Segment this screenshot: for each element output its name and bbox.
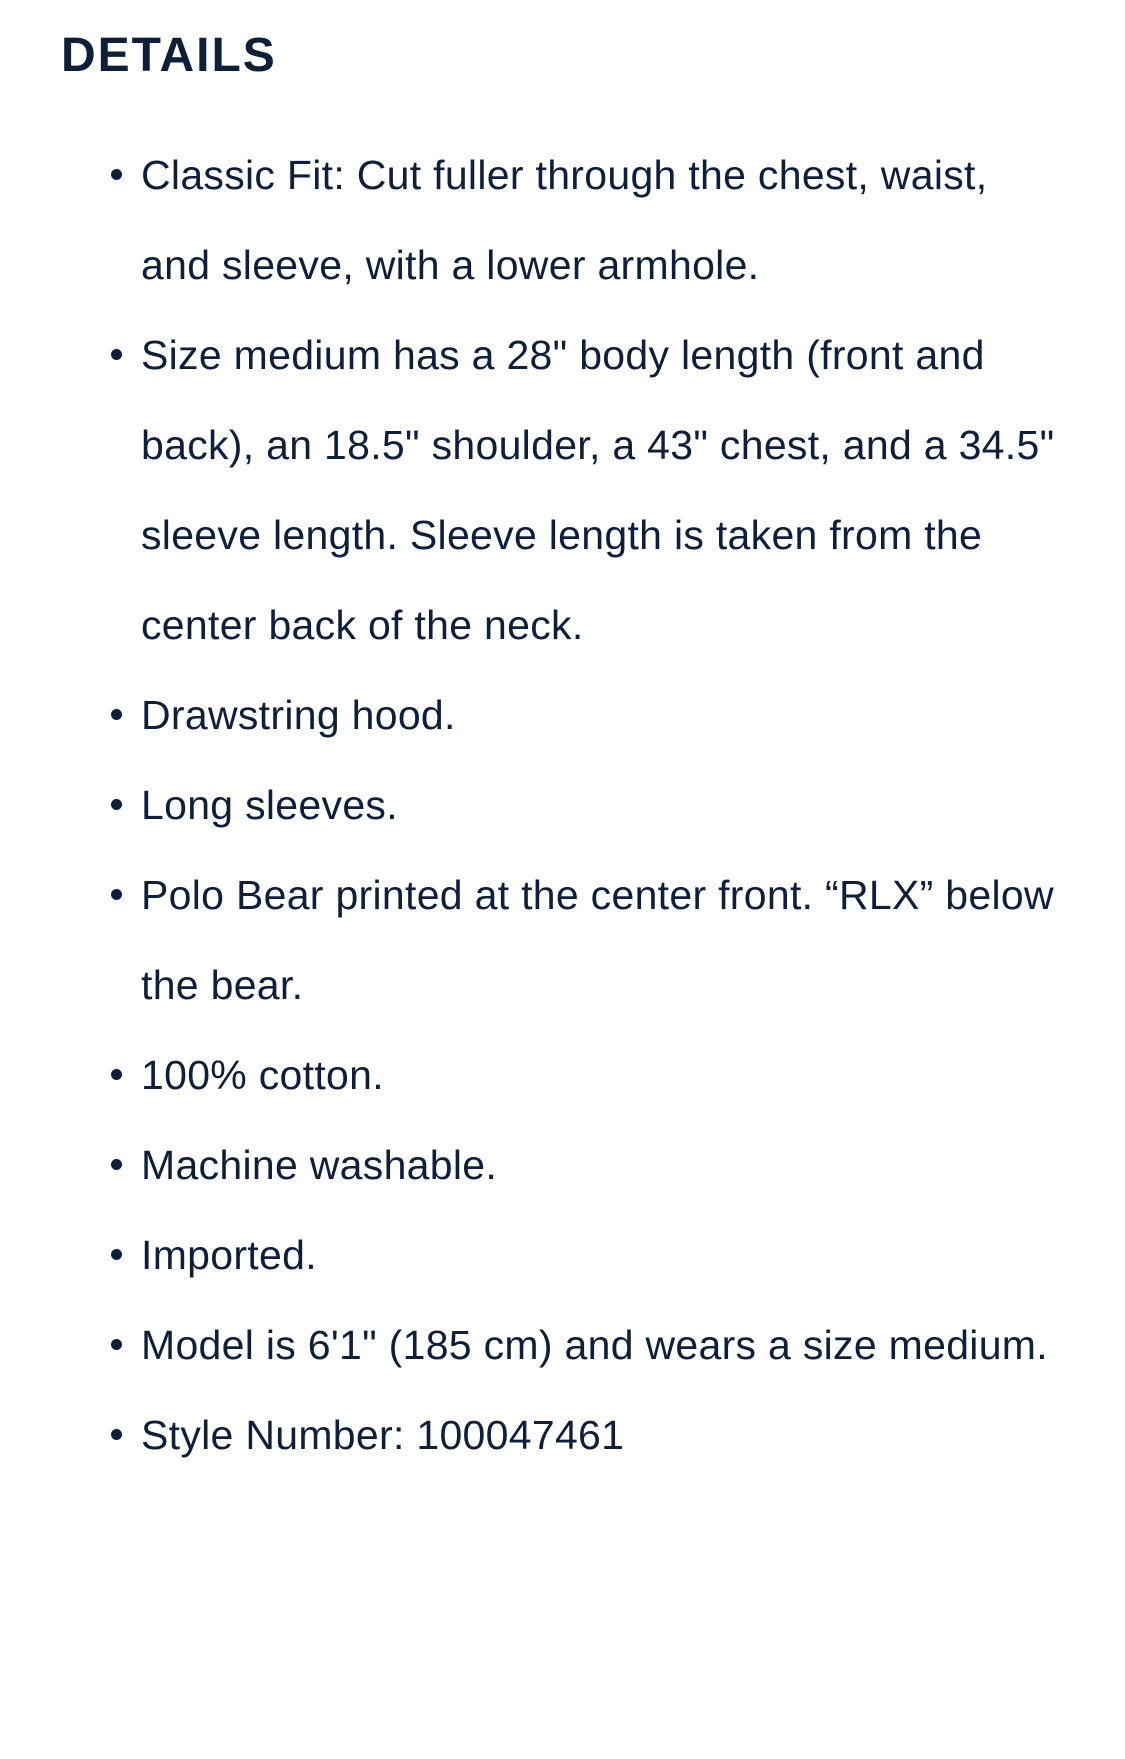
bullet-icon: [111, 1339, 122, 1350]
details-item-material: [141, 1030, 1061, 1120]
details-item-model: [141, 1300, 1061, 1390]
bullet-icon: [111, 799, 122, 810]
bullet-icon: [111, 1429, 122, 1440]
details-item-text: Size medium has a 28" body length (front and back), an 18.5" shoulder, a 43" chest, and a 34.5" sleeve length. Sleeve length is taken from the center back of the neck.: [141, 332, 1055, 648]
details-item-text: Long sleeves.: [141, 782, 398, 828]
details-item-text: Drawstring hood.: [141, 692, 456, 738]
bullet-icon: [111, 1069, 122, 1080]
details-item-fit: [141, 130, 1061, 310]
details-list: [141, 130, 1061, 1480]
bullet-icon: [111, 1159, 122, 1170]
details-item-text: Model is 6'1" (185 cm) and wears a size medium.: [141, 1322, 1048, 1368]
details-section: [61, 26, 1081, 1458]
details-item-origin: [141, 1210, 1061, 1300]
details-item-text: Machine washable.: [141, 1142, 498, 1188]
bullet-icon: [111, 889, 122, 900]
details-item-text: 100% cotton.: [141, 1052, 384, 1098]
bullet-icon: [111, 349, 122, 360]
details-item-text: Style Number: 100047461: [141, 1412, 625, 1458]
details-item-size: [141, 310, 1061, 670]
bullet-icon: [111, 709, 122, 720]
details-item-text: Polo Bear printed at the center front. “RLX” below the bear.: [141, 872, 1054, 1008]
details-item-style-number: [141, 1390, 1061, 1480]
details-item-print: [141, 850, 1061, 1030]
details-item-text: Classic Fit: Cut fuller through the chest, waist, and sleeve, with a lower armhole.: [141, 152, 988, 288]
details-item-hood: [141, 670, 1061, 760]
details-item-text: Imported.: [141, 1232, 317, 1278]
details-item-sleeves: [141, 760, 1061, 850]
bullet-icon: [111, 169, 122, 180]
details-item-care: [141, 1120, 1061, 1210]
bullet-icon: [111, 1249, 122, 1260]
details-heading: DETAILS: [61, 29, 277, 82]
